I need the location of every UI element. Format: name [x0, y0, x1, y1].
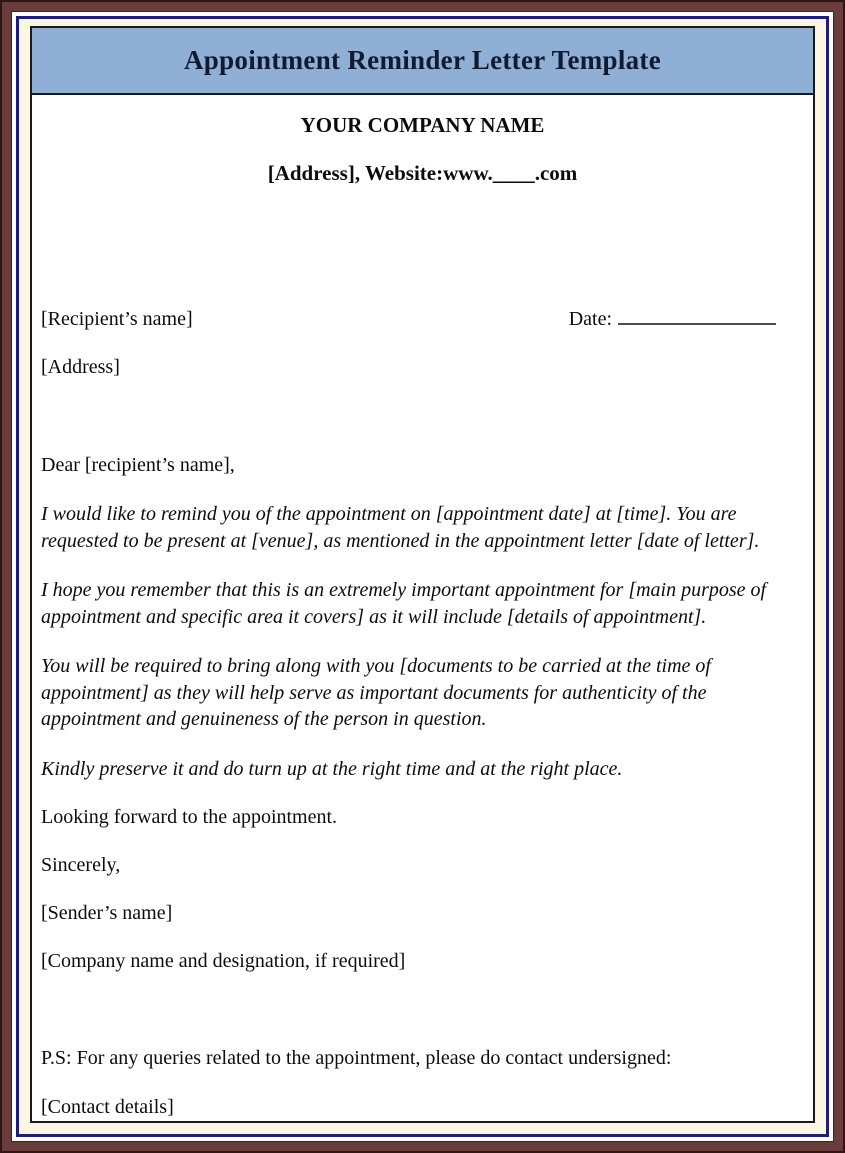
- salutation: Dear [recipient’s name],: [41, 454, 235, 476]
- recipient-address: [Address]: [41, 356, 120, 378]
- letter-header-banner: [32, 28, 813, 95]
- body-paragraph-kindly: Kindly preserve it and do turn up at the right time and at the right place.: [41, 757, 623, 780]
- page-title: Appointment Reminder Letter Template: [183, 45, 662, 75]
- recipient-name: [Recipient’s name]: [41, 308, 193, 330]
- body-paragraph-documents: You will be required to bring along with you [documents to be carried at the time of appointment] as they will help serve as important documents for authenticity of the appointment and genuineness of the person in question.: [41, 655, 711, 730]
- closing-line-sincerely: Sincerely,: [41, 854, 121, 876]
- closing-line-looking-forward: Looking forward to the appointment.: [41, 806, 338, 828]
- date-underline: [618, 306, 776, 325]
- letter-body: [32, 95, 813, 1121]
- closing-line-company-designation: [Company name and designation, if required]: [41, 950, 406, 972]
- date-field: [569, 306, 776, 332]
- postscript: P.S: For any queries related to the appointment, please do contact undersigned:: [41, 1047, 672, 1069]
- letter-document: [30, 26, 815, 1123]
- navy-frame: [16, 16, 829, 1137]
- contact-details: [Contact details]: [41, 1096, 174, 1118]
- recipient-date-row: [41, 306, 804, 332]
- body-paragraph-importance: I hope you remember that this is an extremely important appointment for [main purpose of appointment and specific area it covers] as it will include [details of appointment].: [41, 579, 767, 628]
- date-label: Date:: [568, 308, 612, 330]
- body-paragraph-reminder: I would like to remind you of the appointment on [appointment date] at [time]. You are requested to be present at [venue], as mentioned in the appointment letter [date of letter].: [41, 503, 760, 552]
- company-name: YOUR COMPANY NAME: [300, 113, 545, 137]
- company-address-website: [Address], Website:www.____.com: [267, 161, 578, 185]
- white-band: [11, 11, 834, 1142]
- closing-line-sender-name: [Sender’s name]: [41, 902, 173, 924]
